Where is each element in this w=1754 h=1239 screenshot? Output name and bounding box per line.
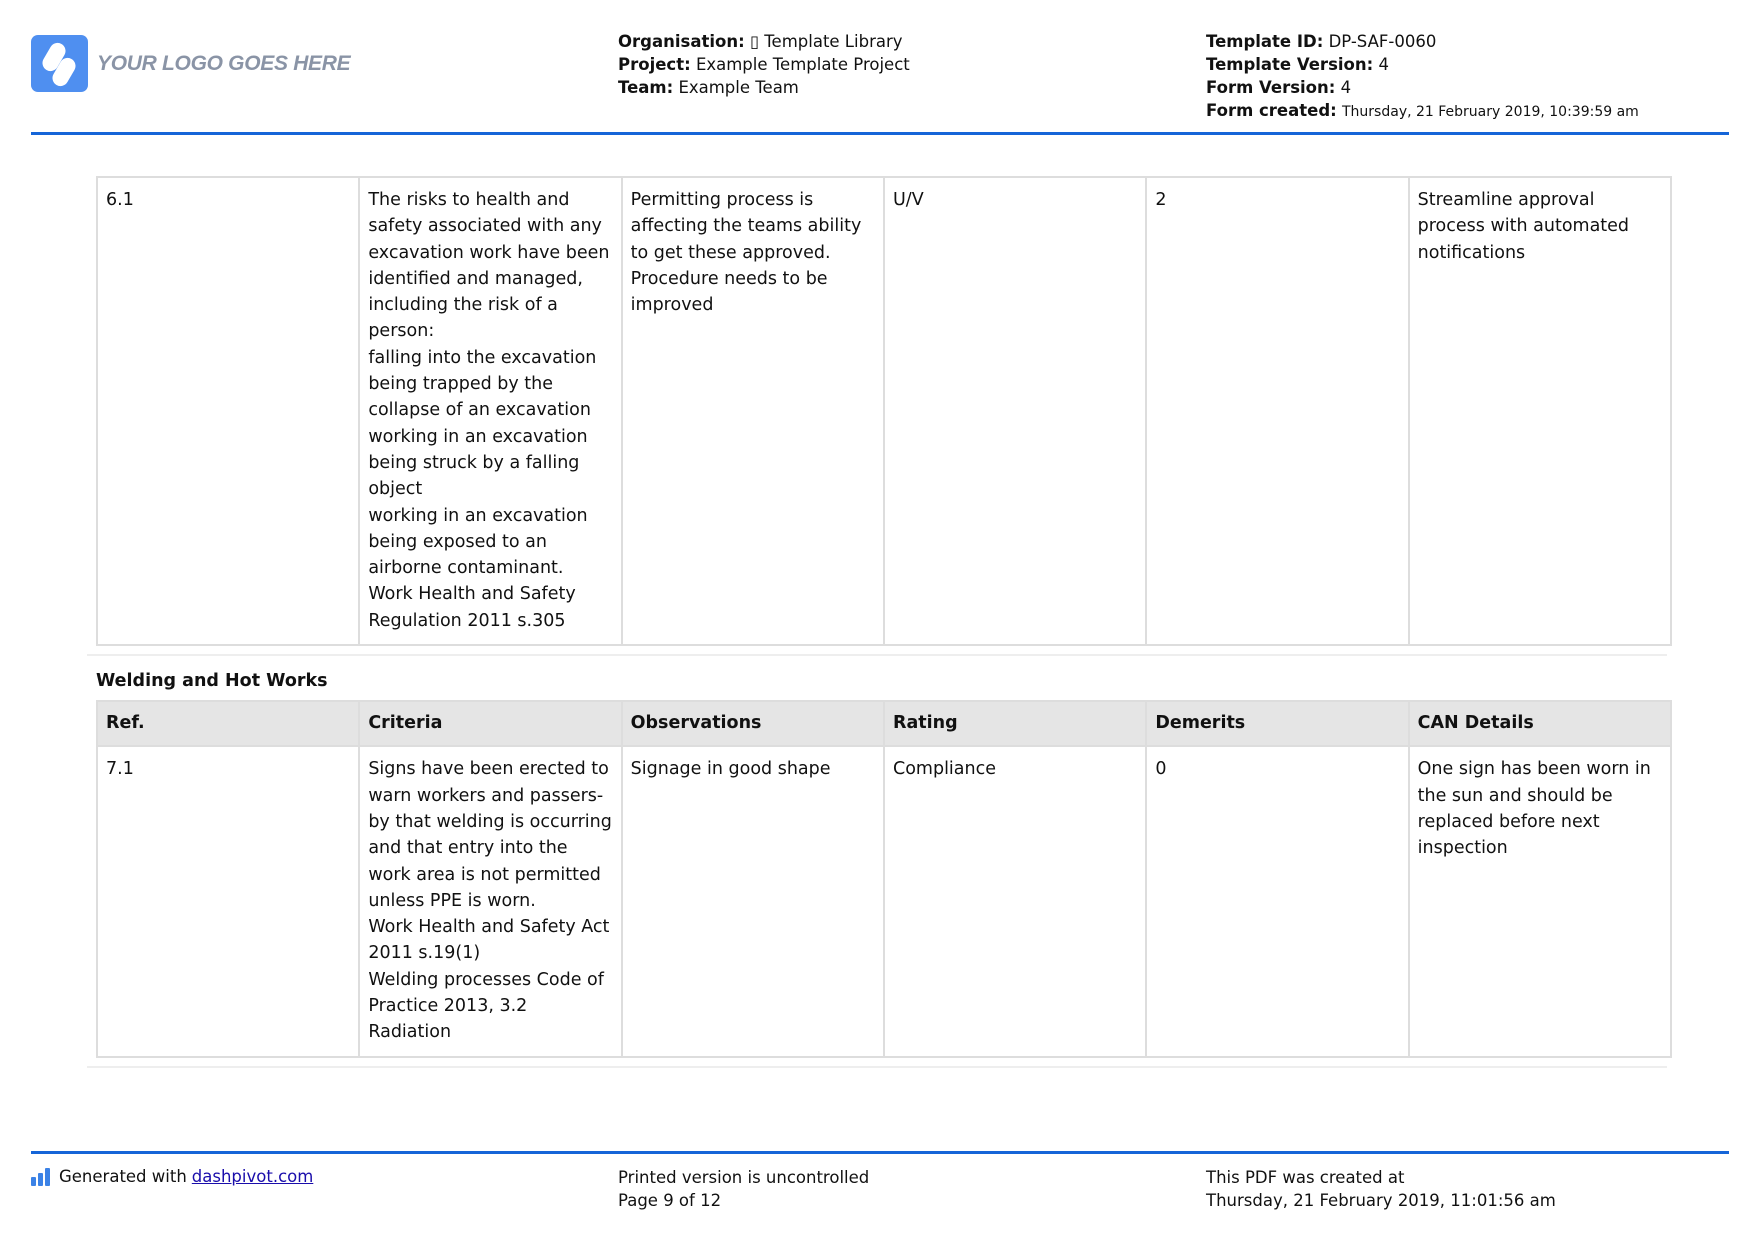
section-title: Welding and Hot Works (96, 671, 328, 692)
column-header-rating: Rating (884, 701, 1146, 746)
observations-cell: Signage in good shape (622, 746, 884, 1056)
form-created-row: Form created: Thursday, 21 February 2019, 10:39:59 am (1206, 101, 1639, 120)
ref-cell: 6.1 (97, 177, 359, 645)
template-version-row: Template Version: 4 (1206, 55, 1389, 74)
demerits-cell: 0 (1146, 746, 1408, 1056)
dashpivot-link[interactable]: dashpivot.com (191, 1167, 314, 1186)
project-row: Project: Example Template Project (618, 55, 910, 74)
table-row (97, 177, 1671, 645)
page-number: Page 9 of 12 (618, 1191, 722, 1210)
observations-cell: Permitting process is affecting the teams ability to get these approved. Procedure needs to be improved (622, 177, 884, 645)
column-header-observations: Observations (622, 701, 884, 746)
pdf-created-label: This PDF was created at (1206, 1168, 1405, 1187)
demerits-cell: 2 (1146, 177, 1408, 645)
form-created-value: Thursday, 21 February 2019, 10:39:59 am (1342, 104, 1639, 120)
uncontrolled-notice: Printed version is uncontrolled (618, 1168, 870, 1187)
column-header-can-details: CAN Details (1409, 701, 1671, 746)
rating-cell: Compliance (884, 746, 1146, 1056)
pdf-created-value: Thursday, 21 February 2019, 11:01:56 am (1206, 1191, 1556, 1210)
welding-table (96, 700, 1672, 1058)
print-info (618, 1166, 869, 1212)
project-value: Example Template Project (695, 55, 910, 74)
generated-with (31, 1167, 313, 1186)
logo (31, 35, 350, 92)
team-row: Team: Example Team (618, 78, 799, 97)
column-header-ref: Ref. (97, 701, 359, 746)
team-value: Example Team (678, 78, 799, 97)
dashpivot-bars-icon (31, 1168, 50, 1186)
can-details-cell: Streamline approval process with automated notifications (1409, 177, 1671, 645)
column-header-criteria: Criteria (359, 701, 621, 746)
excavation-table-continued (96, 176, 1672, 646)
column-header-demerits: Demerits (1146, 701, 1408, 746)
logo-icon (31, 35, 88, 92)
organisation-row: Organisation: ▯ Template Library (618, 32, 903, 51)
footer-divider (31, 1151, 1729, 1154)
form-version-row: Form Version: 4 (1206, 78, 1352, 97)
organisation-value: ▯ Template Library (749, 32, 903, 51)
ref-cell: 7.1 (97, 746, 359, 1056)
page-content (87, 176, 1667, 1068)
table-row (97, 746, 1671, 1056)
generated-prefix: Generated with (59, 1167, 187, 1186)
table-header-row (97, 701, 1671, 746)
can-details-cell: One sign has been worn in the sun and should be replaced before next inspection (1409, 746, 1671, 1056)
rating-cell: U/V (884, 177, 1146, 645)
project-info (618, 30, 910, 99)
header-divider (31, 132, 1729, 135)
criteria-cell: The risks to health and safety associated with any excavation work have been identified and managed, including the risk of a person: falling into the excavation being trapped by the collapse of an excavation working in an excavation being struck by a falling object working in an excavation being exposed to an airborne contaminant. Work Health and Safety Regulation 2011 s.305 (359, 177, 621, 645)
section-divider (87, 654, 1667, 656)
pdf-created-info (1206, 1166, 1556, 1212)
page-header (0, 0, 1754, 136)
criteria-cell: Signs have been erected to warn workers and passers-by that welding is occurring and that entry into the work area is not permitted unless PPE is worn. Work Health and Safety Act 2011 s.19(1) Welding processes Code of Practice 2013, 3.2 Radiation (359, 746, 621, 1056)
form-version-value: 4 (1340, 78, 1352, 97)
template-version-value: 4 (1378, 55, 1389, 74)
section-divider (87, 1066, 1667, 1068)
template-id-value: DP-SAF-0060 (1328, 32, 1437, 51)
logo-text: YOUR LOGO GOES HERE (97, 51, 351, 75)
template-info (1206, 30, 1639, 124)
template-id-row: Template ID: DP-SAF-0060 (1206, 32, 1437, 51)
